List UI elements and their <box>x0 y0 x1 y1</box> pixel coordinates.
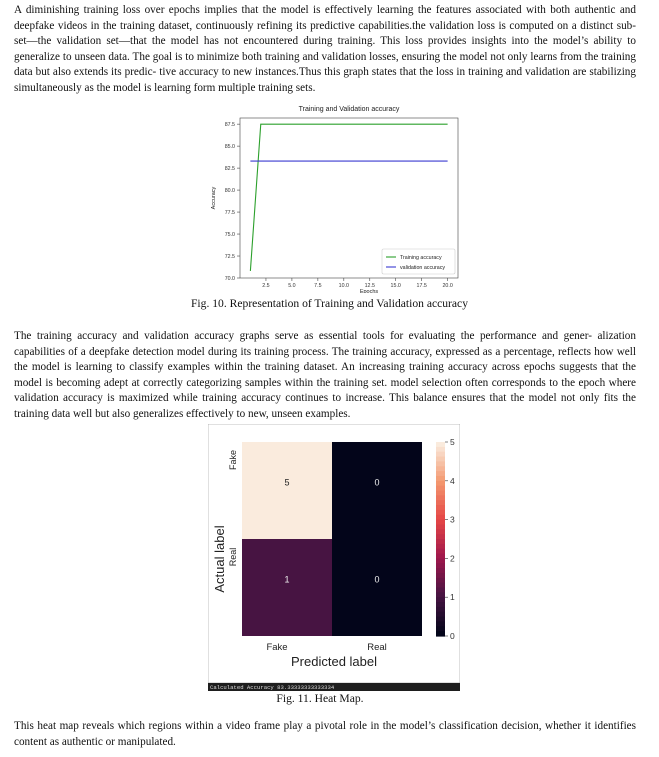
x-tick-label: 5.0 <box>288 283 296 289</box>
accuracy-footer-text: Calculated Accuracy 83.33333333333334 <box>210 684 335 691</box>
y-tick-label: 70.0 <box>224 276 235 282</box>
colorbar-segment <box>436 476 445 481</box>
colorbar-segment <box>436 573 445 578</box>
colorbar-tick-label: 4 <box>450 475 455 486</box>
y-axis-label: Actual label <box>212 525 227 593</box>
colorbar-segment <box>436 578 445 583</box>
colorbar-segment <box>436 588 445 593</box>
y-category-label: Fake <box>228 449 238 471</box>
colorbar-tick-label: 2 <box>450 553 455 564</box>
legend-label: Training accuracy <box>400 255 442 261</box>
legend-label: validation accuracy <box>400 265 446 271</box>
x-tick-label: 10.0 <box>338 283 349 289</box>
paragraph-heatmap: This heat map reveals which regions within a video frame play a pivotal role in the model’s classification decision, whether it identifies content as authentic or manipulated. <box>14 720 636 748</box>
colorbar-segment <box>436 554 445 559</box>
heatmap-cell-value: 0 <box>374 574 380 585</box>
y-tick-label: 82.5 <box>224 166 235 173</box>
colorbar-segment <box>436 607 445 612</box>
colorbar-segment <box>436 491 445 496</box>
colorbar-segment <box>436 520 445 525</box>
x-category-label: Fake <box>266 642 288 653</box>
heatmap-cell-value: 0 <box>374 477 380 488</box>
heatmap-cell-value: 5 <box>284 477 290 488</box>
y-category-label: Real <box>228 547 238 567</box>
colorbar-segment <box>436 442 445 447</box>
chart-title: Training and Validation accuracy <box>298 106 400 113</box>
colorbar-segment <box>436 505 445 510</box>
colorbar-segment <box>436 524 445 529</box>
colorbar-segment <box>436 457 445 462</box>
colorbar-segment <box>436 568 445 573</box>
colorbar-segment <box>436 583 445 588</box>
heatmap-cell <box>332 539 422 636</box>
paragraph-loss: A diminishing training loss over epochs implies that the model is effectively learning the features associated with both authentic and deepfake videos in the training dataset, continuously refining its predictive capabilities.the validation loss is computed on a distinct sub- set—the validation set—that the model has not encountered during training. This loss provides insights into the model’s ability to generalize to unseen data. The goal is to minimize both training and validation losses, ensuring the model not only learns from the training data but also extends its predic- tive accuracy to new instances.Thus this graph states that the loss in training and validation are stabilizing simultaneously as the model is learning form multiple training sets. <box>14 4 636 94</box>
colorbar-segment <box>436 495 445 500</box>
colorbar-segment <box>436 539 445 544</box>
figure-11-caption: Fig. 11. Heat Map. <box>276 692 364 705</box>
colorbar-segment <box>436 461 445 466</box>
y-axis-label: Accuracy <box>211 186 217 210</box>
colorbar-segment <box>436 602 445 607</box>
heatmap-cell <box>242 539 332 636</box>
x-tick-label: 12.5 <box>364 283 375 289</box>
figure-10-caption: Fig. 10. Representation of Training and Validation accuracy <box>190 297 468 310</box>
colorbar-segment <box>436 510 445 515</box>
x-category-label: Real <box>367 642 387 653</box>
colorbar-tick-label: 0 <box>450 631 455 641</box>
paragraph-accuracy: The training accuracy and validation accuracy graphs serve as essential tools for evaluating the performance and gener- alization capabilities of a deepfake detection model during its training process. The training accuracy, expressed as a percentage, reflects how well the model is learning to classify examples within the training dataset. An increasing training accuracy across epochs suggests that the model is becoming adept at correctly categorizing samples within the training set. model selection often corresponds to the epoch where validation accuracy is maximized while training accuracy continues to increase. This balance ensures that the model not only fits the training data well but also generalizes effectively to new, unseen examples. <box>14 330 636 420</box>
colorbar-segment <box>436 447 445 452</box>
colorbar-segment <box>436 471 445 476</box>
x-tick-label: 2.5 <box>262 283 270 289</box>
x-axis-label: Epochs <box>359 289 379 293</box>
x-tick-label: 7.5 <box>314 283 322 289</box>
colorbar-segment <box>436 597 445 602</box>
y-tick-label: 87.5 <box>224 122 235 129</box>
colorbar-tick-label: 5 <box>450 437 455 447</box>
colorbar-segment <box>436 452 445 457</box>
heatmap-cell-value: 1 <box>284 574 290 585</box>
colorbar-segment <box>436 544 445 549</box>
accuracy-line-chart <box>208 101 464 293</box>
x-axis-label: Predicted label <box>291 654 377 669</box>
colorbar-tick-label: 3 <box>450 514 455 525</box>
colorbar-segment <box>436 558 445 563</box>
colorbar-segment <box>436 563 445 568</box>
colorbar-tick-label: 1 <box>450 592 455 603</box>
x-tick-label: 15.0 <box>390 283 401 289</box>
colorbar-segment <box>436 481 445 486</box>
x-tick-label: 17.5 <box>416 283 427 289</box>
colorbar-segment <box>436 549 445 554</box>
colorbar-segment <box>436 529 445 534</box>
colorbar-segment <box>436 631 445 636</box>
heatmap-cell <box>242 442 332 539</box>
colorbar-segment <box>436 621 445 626</box>
heatmap-cell <box>332 442 422 539</box>
colorbar-segment <box>436 592 445 597</box>
colorbar-segment <box>436 466 445 471</box>
colorbar-segment <box>436 626 445 631</box>
colorbar-segment <box>436 612 445 617</box>
y-tick-label: 80.0 <box>224 188 235 195</box>
colorbar-segment <box>436 534 445 539</box>
colorbar-segment <box>436 515 445 520</box>
colorbar-segment <box>436 486 445 491</box>
colorbar-segment <box>436 500 445 505</box>
y-tick-label: 85.0 <box>224 144 235 151</box>
y-tick-label: 75.0 <box>224 232 235 239</box>
confusion-heatmap <box>208 424 460 691</box>
colorbar-segment <box>436 617 445 622</box>
x-tick-label: 20.0 <box>442 283 453 289</box>
y-tick-label: 77.5 <box>224 210 235 217</box>
y-tick-label: 72.5 <box>224 254 235 261</box>
